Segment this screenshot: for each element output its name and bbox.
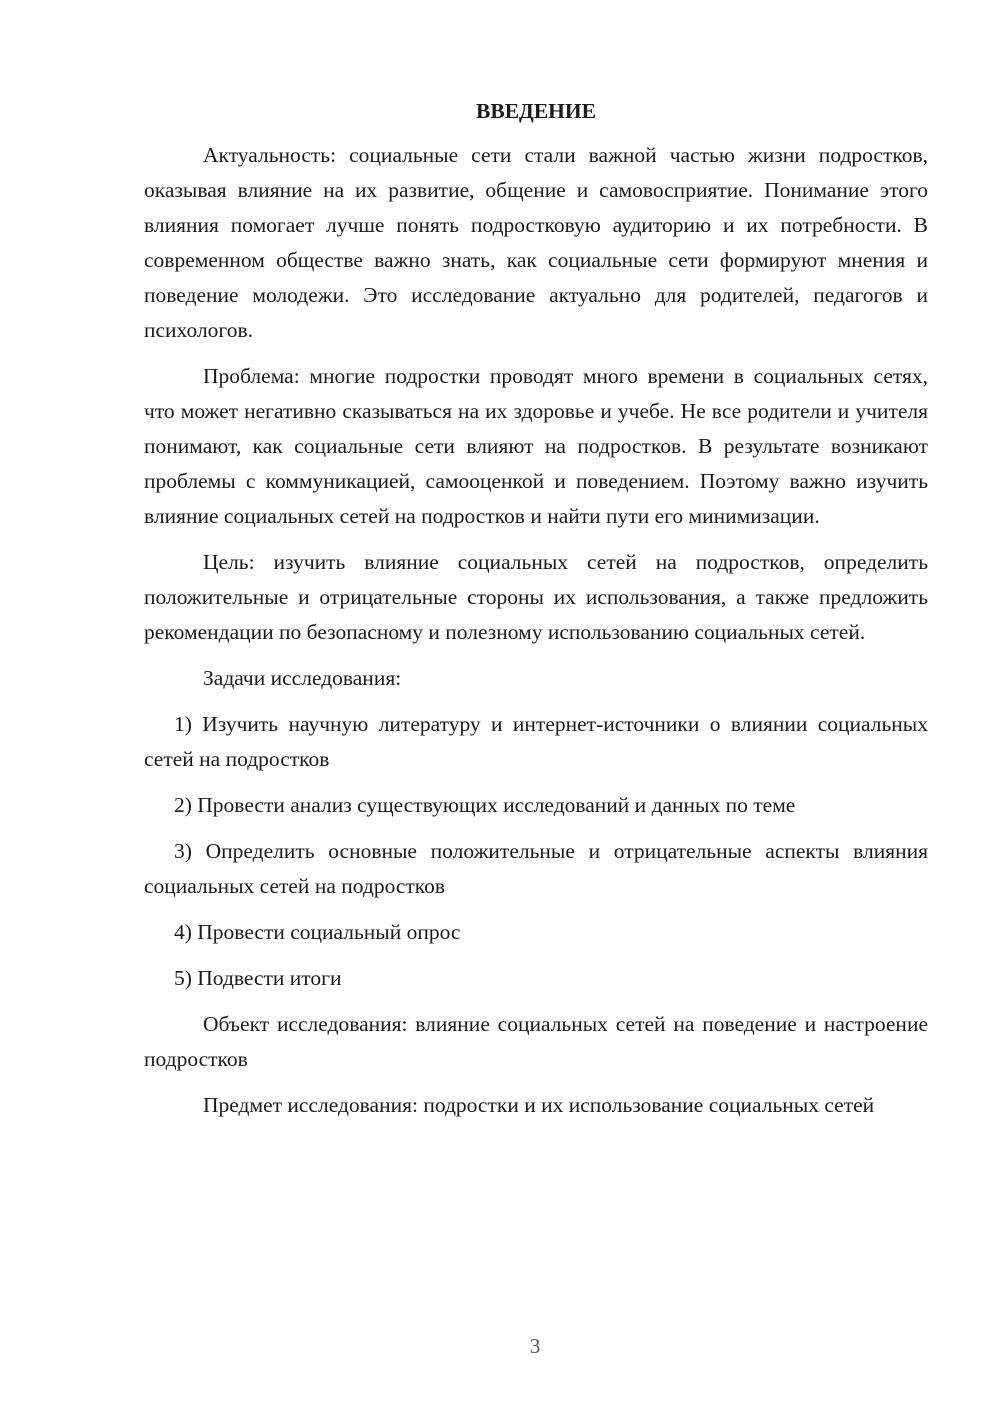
task-item: 1) Изучить научную литературу и интернет-источники о влиянии социальных сетей на подростков [144,712,928,771]
task-item: 3) Определить основные положительные и отрицательные аспекты влияния социальных сетей на подростков [144,839,928,898]
object-paragraph: Объект исследования: влияние социальных сетей на поведение и настроение подростков [144,1012,928,1071]
relevance-paragraph: Актуальность: социальные сети стали важной частью жизни подростков, оказывая влияние на их развитие, общение и самовосприятие. Понимание этого влияния помогает лучше понять подростковую аудиторию и их потребности. В современном обществе важно знать, как социальные сети формируют мнения и поведение молодежи. Это исследование актуально для родителей, педагогов и психологов. [144,143,928,342]
page-title: ВВЕДЕНИЕ [476,99,596,123]
problem-paragraph: Проблема: многие подростки проводят много времени в социальных сетях, что может негативно сказываться на их здоровье и учебе. Не все родители и учителя понимают, как социальные сети влияют на подростков. В результате возникают проблемы с коммуникацией, самооценкой и поведением. Поэтому важно изучить влияние социальных сетей на подростков и найти пути его минимизации. [144,364,928,528]
tasks-heading: Задачи исследования: [203,666,402,690]
task-item: 5) Подвести итоги [174,966,342,990]
page-number: 3 [529,1334,541,1358]
document-page [144,96,928,1134]
task-item: 4) Провести социальный опрос [174,920,461,944]
subject-paragraph: Предмет исследования: подростки и их использование социальных сетей [203,1093,875,1117]
goal-paragraph: Цель: изучить влияние социальных сетей на подростков, определить положительные и отрицательные стороны их использования, а также предложить рекомендации по безопасному и полезному использованию социальных сетей. [144,550,928,644]
page-number-footer [0,1334,1000,1359]
task-item: 2) Провести анализ существующих исследований и данных по теме [174,793,796,817]
